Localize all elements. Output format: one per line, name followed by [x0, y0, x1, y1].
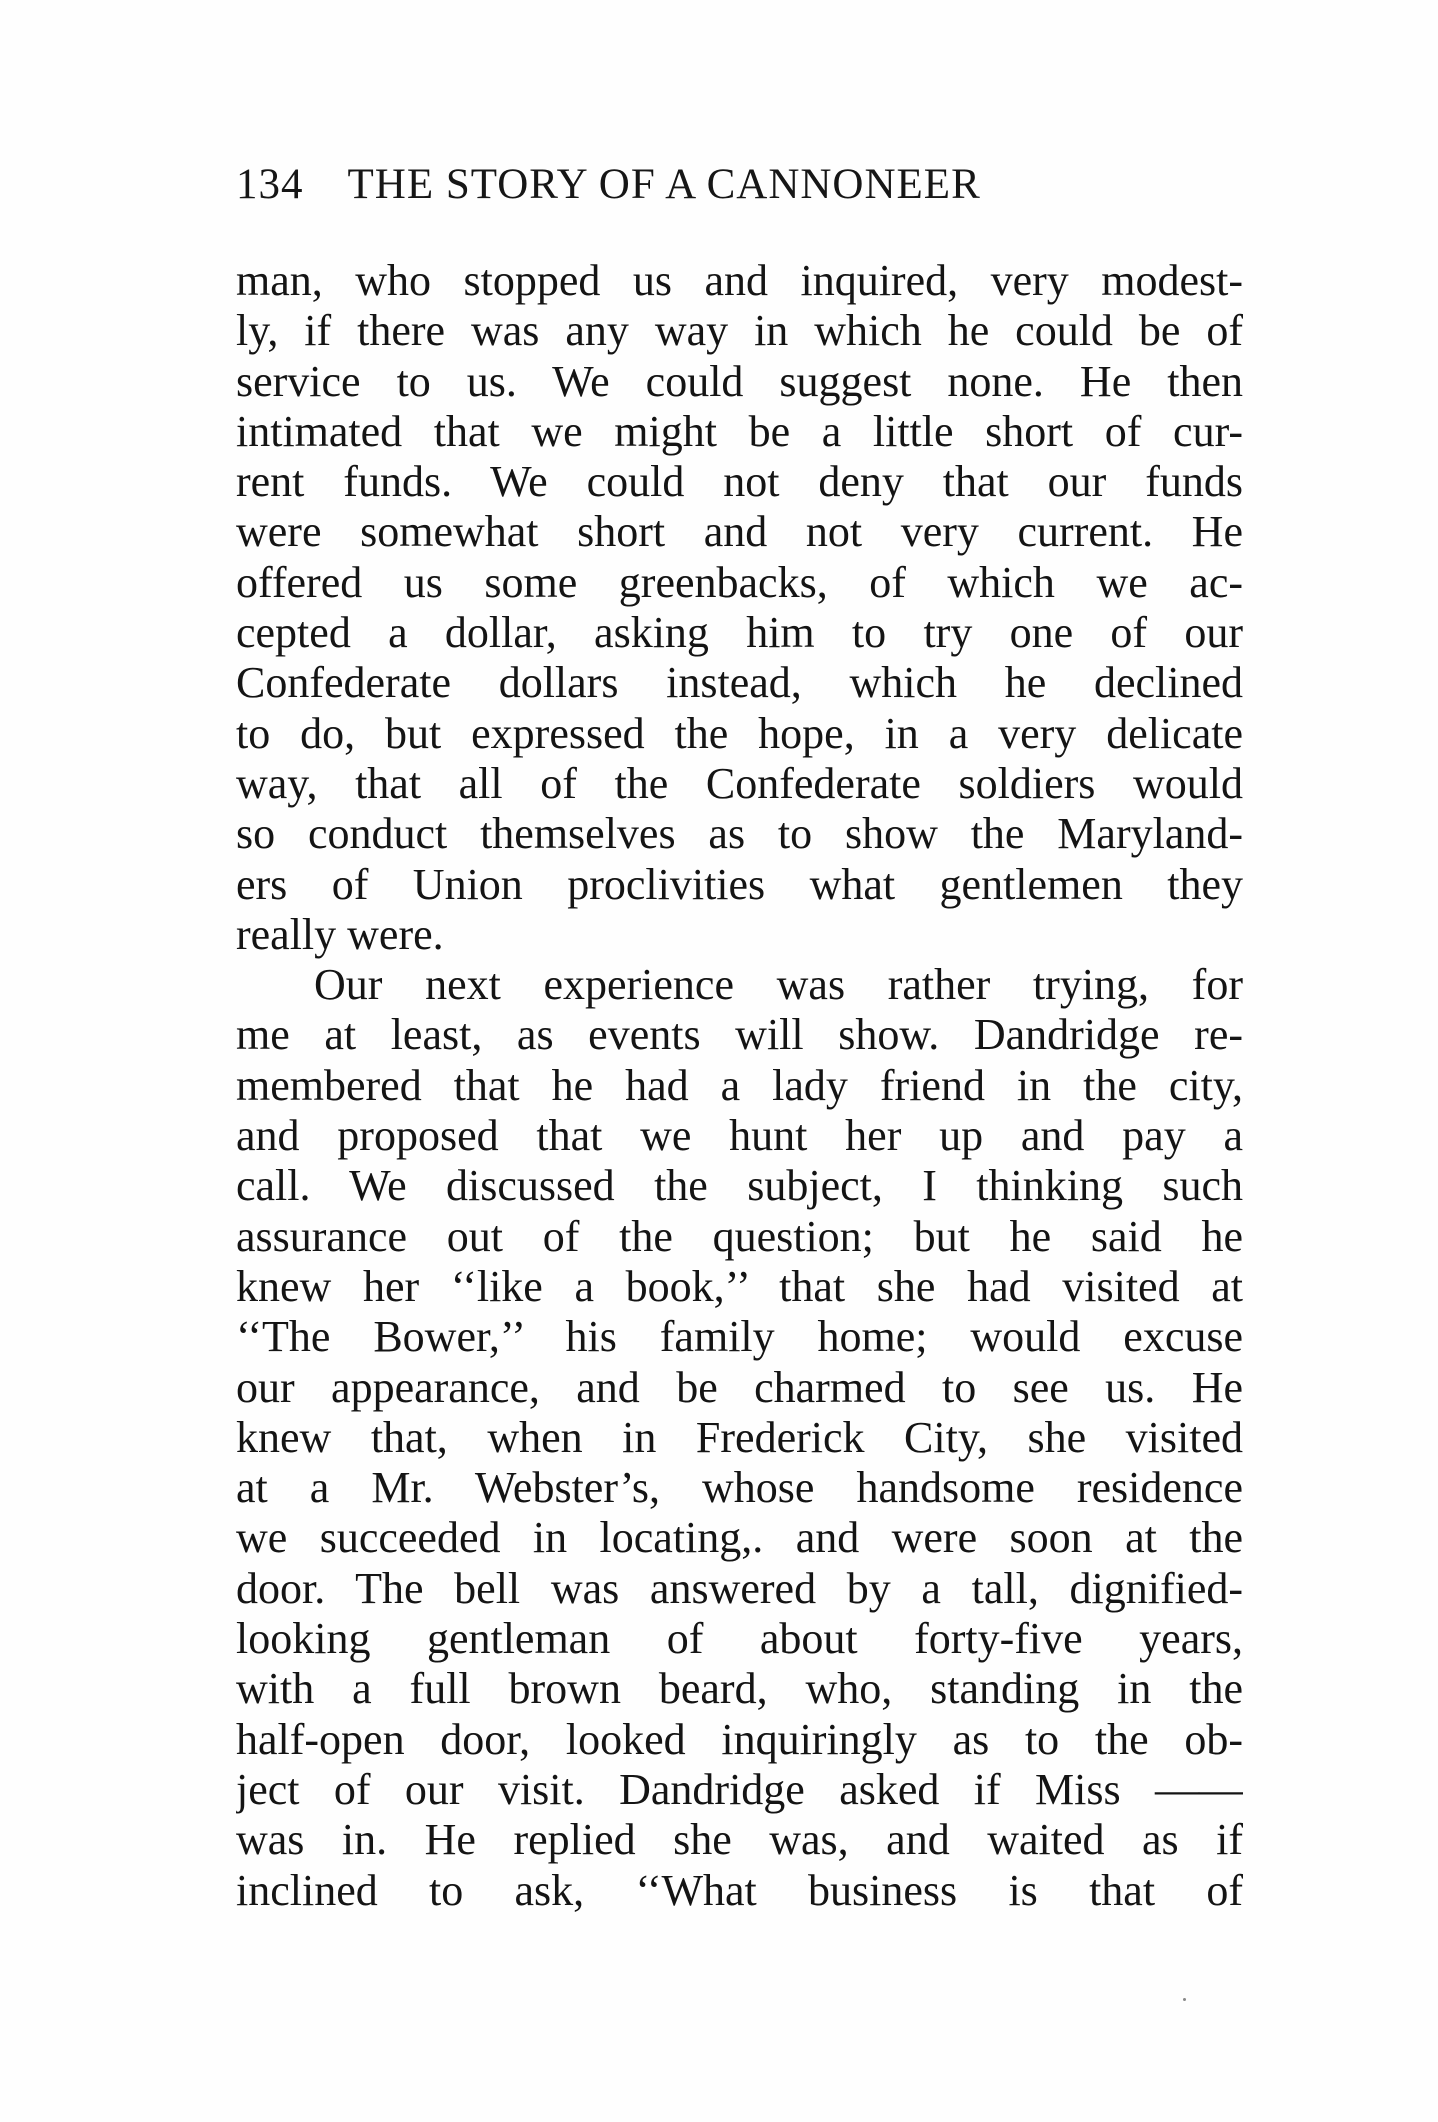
page-header: [236, 160, 1236, 220]
text-line: half-open door, looked inquiringly as to the ob-: [236, 1714, 1243, 1764]
text-line: to do, but expressed the hope, in a very delicate: [236, 708, 1243, 758]
text-line: me at least, as events will show. Dandridge re-: [236, 1010, 1243, 1060]
text-line: ject of our visit. Dandridge asked if Miss ——: [236, 1764, 1243, 1814]
text-line: were somewhat short and not very current. He: [236, 507, 1243, 557]
text-line: door. The bell was answered by a tall, dignified-: [236, 1563, 1243, 1613]
paper-speck: [1183, 1998, 1186, 2001]
text-line: our appearance, and be charmed to see us. He: [236, 1362, 1243, 1412]
text-line: call. We discussed the subject, I thinking such: [236, 1161, 1243, 1211]
text-line: knew her ‘‘like a book,’’ that she had visited at: [236, 1261, 1243, 1311]
text-line: service to us. We could suggest none. He then: [236, 356, 1243, 406]
text-line: cepted a dollar, asking him to try one of our: [236, 608, 1243, 658]
text-line: at a Mr. Webster’s, whose handsome residence: [236, 1463, 1243, 1513]
text-line: really were.: [236, 909, 444, 959]
text-line: with a full brown beard, who, standing in the: [236, 1664, 1243, 1714]
text-line: Our next experience was rather trying, for: [314, 960, 1243, 1010]
text-line: and proposed that we hunt her up and pay a: [236, 1111, 1243, 1161]
text-line: looking gentleman of about forty-five years,: [236, 1614, 1243, 1664]
text-line: assurance out of the question; but he said he: [236, 1211, 1243, 1261]
text-line: inclined to ask, ‘‘What business is that of: [236, 1865, 1243, 1915]
text-line: man, who stopped us and inquired, very modest-: [236, 256, 1243, 305]
page-number: 134: [236, 161, 304, 208]
text-line: knew that, when in Frederick City, she visited: [236, 1412, 1243, 1462]
text-line: ly, if there was any way in which he could be of: [236, 306, 1243, 356]
text-line: Confederate dollars instead, which he declined: [236, 658, 1243, 708]
text-line: ‘‘The Bower,’’ his family home; would excuse: [236, 1312, 1243, 1362]
paragraph-1: [236, 256, 1243, 960]
text-line: intimated that we might be a little short of cur-: [236, 406, 1243, 456]
text-line: offered us some greenbacks, of which we ac-: [236, 557, 1243, 607]
text-line: ers of Union proclivities what gentlemen they: [236, 859, 1243, 909]
running-title: THE STORY OF A CANNONEER: [347, 161, 981, 208]
text-line: was in. He replied she was, and waited as if: [236, 1815, 1243, 1865]
text-line: way, that all of the Confederate soldiers would: [236, 758, 1243, 808]
text-line: we succeeded in locating,. and were soon at the: [236, 1513, 1243, 1563]
text-line: rent funds. We could not deny that our funds: [236, 457, 1243, 507]
text-line: so conduct themselves as to show the Maryland-: [236, 809, 1243, 859]
text-line: membered that he had a lady friend in the city,: [236, 1060, 1243, 1110]
paragraph-2: [236, 960, 1243, 1916]
body-text: [236, 256, 1243, 1916]
